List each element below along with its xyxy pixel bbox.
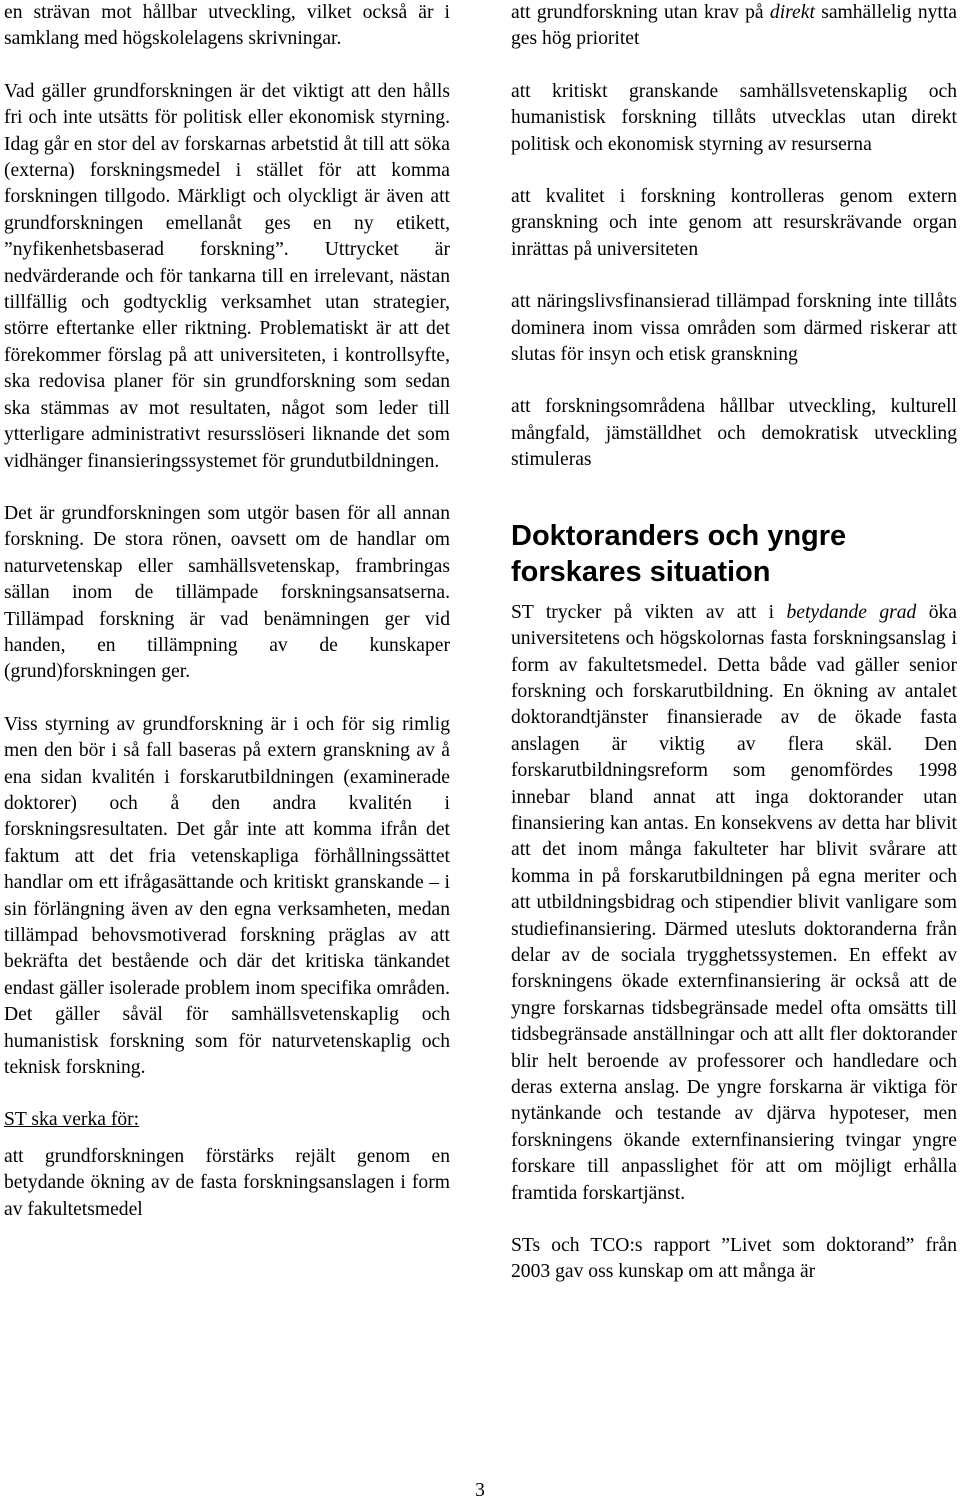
right-column	[511, 0, 957, 1286]
paragraph: STs och TCO:s rapport ”Livet som doktorand” från 2003 gav oss kunskap om att många är	[511, 1235, 957, 1283]
section-subheading: ST ska verka för:	[4, 1109, 140, 1131]
paragraph: att kritiskt granskande samhällsvetenskaplig och humanistisk forskning tillåts utvecklas utan direkt politisk och ekonomisk styrning av resurserna	[511, 80, 957, 155]
paragraph	[511, 0, 957, 53]
paragraph	[511, 600, 957, 1207]
paragraph: att forskningsområdena hållbar utveckling, kulturell mångfald, jämställdhet och demokratisk utveckling stimuleras	[511, 396, 957, 471]
text-run: ST trycker på vikten av att i	[511, 601, 787, 623]
paragraph: Viss styrning av grundforskning är i och för sig rimlig men den bör i så fall baseras på extern granskning av å ena sidan kvalitén i forskarutbildningen (examinerade doktorer) och å den andra kvalitén i forskningsresultaten. Det går inte att komma ifrån det faktum att det fria vetenskapliga förhållningssättet handlar om ett ifrågasättande och kritiskt granskande – i sin förlängning även av den egna verksamheten, medan tillämpad behovsmotiverad forskning präglas av att bekräfta det bestående och där det kritiska tänkandet endast gäller isolerade problem inom specifika områden. Det gäller såväl för samhällsvetenskaplig och humanistisk forskning som för naturvetenskaplig och teknisk forskning.	[4, 713, 450, 1079]
emphasis: direkt	[769, 2, 815, 23]
text-run: öka universitetens och högskolornas fasta forskningsanslag i form av fakultetsmedel. Detta både vad gäller senior forskning och forskarutbildning. En ökning av antalet doktorandtjänster finansierade av de ökade fasta anslagen är viktig av flera skäl. Den forskarutbildningsreform som genomfördes 1998 innebar bland annat att inga doktorander utan finansiering kan antas. En konsekvens av detta har blivit att det inom många fakulteter har blivit svårare att komma in på forskarutbildningen på egna meriter och att utbildningsbidrag och stipendier blivit vanligare som studiefinansiering. Därmed utesluts doktoranderna från delar av de sociala trygghetssystemen. En effekt av forskningens ökade externfinansiering är också att de yngre forskarnas tidsbegränsade medel ofta omsätts till tidsbegränsade anställningar och att allt fler doktorander blir helt beroende av professorer och handledare och deras externa anslag. De yngre forskarna är viktiga för nytänkande och testande av djärva hypoteser, men forskningens ökande externfinansiering tvingar yngre forskare till anpasslighet för att om möjligt erhålla framtida forskartjänst.	[511, 601, 957, 1204]
text-run: samhällelig nytta ges hög prioritet	[511, 2, 957, 50]
paragraph: att kvalitet i forskning kontrolleras genom extern granskning och inte genom att resurskrävande organ inrättas på universiteten	[511, 186, 957, 260]
paragraph: att grundforskningen förstärks rejält genom en betydande ökning av de fasta forskningsanslagen i form av fakultetsmedel	[4, 1145, 450, 1220]
paragraph: Det är grundforskningen som utgör basen för all annan forskning. De stora rönen, oavsett om de handlar om naturvetenskap eller samhällsvetenskap, frambringas sällan inom de tillämpade forskningsansatserna. Tillämpad forskning är vad benämningen ger vid handen, en tillämpning av de kunskaper (grund)forskningen ger.	[4, 502, 450, 683]
left-column	[4, 0, 450, 1223]
emphasis: betydande grad	[786, 601, 917, 623]
paragraph: Vad gäller grundforskningen är det viktigt att den hålls fri och inte utsätts för politisk eller ekonomisk styrning. Idag går en stor del av forskarnas arbetstid åt till att söka (externa) forskningsmedel i stället för att komma forskningen tillgodo. Märkligt och olyckligt är även att grundforskningen emellanåt ges en ny etikett, ”nyfikenhetsbaserad forskning”. Uttrycket är nedvärderande och för tankarna till en irrelevant, nästan tillfällig och godtycklig verksamhet utan strategier, större eftertanke eller riktning. Problematiskt är att det förekommer förslag på att universiteten, i kontrollsyfte, ska redovisa planer för sin grundforskning som sedan ska stämmas av mot resultaten, något som leder till ytterligare administrativt resursslöseri liknande det som vidhänger finansieringssystemet för grundutbildningen.	[4, 80, 450, 472]
paragraph: att näringslivsfinansierad tillämpad forskning inte tillåts dominera inom vissa områden som därmed riskerar att slutas för insyn och etisk granskning	[511, 291, 957, 366]
paragraph: en strävan mot hållbar utveckling, vilket också är i samklang med högskolelagens skrivningar.	[4, 2, 450, 50]
section-heading: Doktoranders och yngre forskares situation	[511, 519, 847, 588]
text-run: att grundforskning utan krav på	[511, 2, 770, 23]
page-number: 3	[475, 1480, 485, 1501]
